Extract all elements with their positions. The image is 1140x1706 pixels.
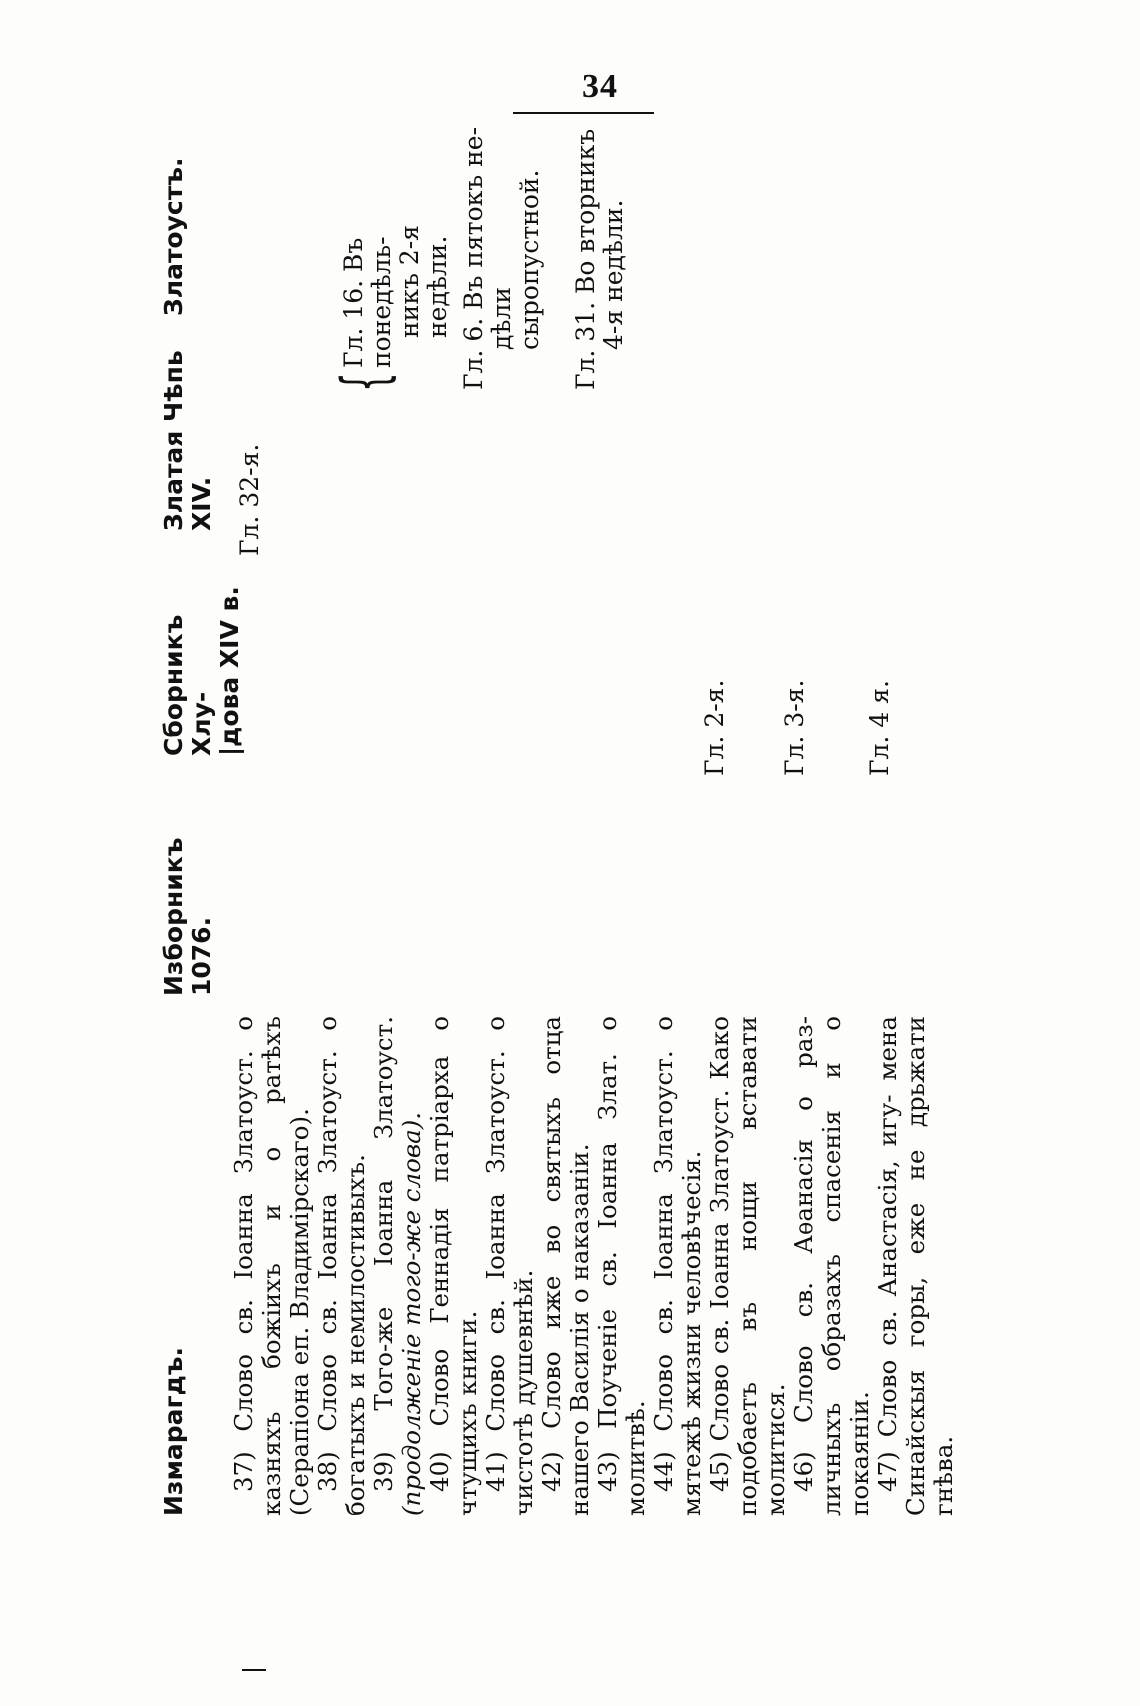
entry-number: 45) [705,1451,734,1492]
izmaragd-entry [426,1016,482,1516]
zlatoust-ref-3-line-1: Гл. 31. Во вторникъ [571,128,600,390]
entry-text: Того-же Іоанна Златоуст. [369,1016,398,1411]
zlatoust-ref-3-line-2: 4-я недѣли. [599,199,628,350]
sbornik-ref-2: Гл. 3-я. [780,679,809,776]
entry-text: (Серапіона еп. Владимірскаго). [285,1108,314,1516]
entry-text: Слово св. Іоанна Златоуст. [705,1089,734,1442]
zlatoust-ref-1-line-1: Гл. 16. Въ понедѣль- [339,236,396,368]
zlatoust-ref-1-line-2: никъ 2-я недѣли. [395,225,452,338]
zlatoust-ref-1 [328,120,452,392]
entry-text: молитися. [761,1383,790,1516]
zlatoust-ref-3 [572,120,628,390]
brace-glyph: { [328,372,401,392]
entry-number: 41) [481,1451,510,1492]
zlatoust-ref-2 [460,120,544,390]
zlatoust-ref-2-line-1: Гл. 6. Въ пятокъ не- [459,126,488,390]
izmaragd-entry [538,1016,594,1516]
entry-number: 42) [537,1451,566,1492]
izmaragd-entries [230,1016,958,1516]
izmaragd-entry [874,1016,958,1516]
izmaragd-entry [230,1016,314,1516]
entry-text: покаяніи. [845,1391,874,1516]
entry-number: 44) [649,1451,678,1492]
column-header-sbornik: Сборникъ Хлу- |дова XIV в. [159,586,244,756]
entry-text: Слово св. Анастасія, игу- [873,1094,902,1438]
column-header-izmaragd: Измарагдъ. [159,1346,188,1516]
izmaragd-entry [314,1016,370,1516]
page-number: 34 [582,68,618,105]
entry-text: дрьжати гнѣва. [901,1016,958,1516]
entry-text: Слово св. Іоанна Златоуст. [313,1050,342,1432]
entry-text: Слово Геннадія патріарха [425,1055,454,1427]
entry-text: о молитвѣ. [593,1015,650,1516]
izmaragd-entry [594,1016,650,1516]
izmaragd-entry [706,1016,790,1516]
entry-text: личныхъ образахъ спасенія и о [817,1016,846,1516]
zlatoust-ref-2-line-2: дѣли сыропустной. [487,169,544,350]
entry-text: Слово иже во святыхъ отца [537,1015,566,1429]
entry-number: 38) [313,1451,342,1492]
entry-number: 39) [369,1451,398,1492]
entry-number: 37) [229,1451,258,1492]
page-number-rule [513,112,654,114]
entry-text: Слово св. Іоанна Златоуст. [229,1050,258,1432]
sbornik-ref-1: Гл. 2-я. [700,679,729,776]
bottom-dash [242,1669,266,1671]
izmaragd-entry [370,1016,426,1516]
izmaragd-entry [790,1016,874,1516]
rotated-table [159,126,960,1516]
entry-text: о богатыхъ и немилостивыхъ. [313,1015,370,1516]
izmaragd-entry [482,1016,538,1516]
zlataya-ref: Гл. 32-я. [235,443,264,556]
entry-note: (продолженіе того-же слова). [397,1111,426,1516]
entry-text: нашего Василія о наказаніи. [565,1143,594,1516]
entry-text: Слово св. Іоанна Златоуст. [649,1050,678,1432]
entry-text: Слово св. Іоанна Златоуст. [481,1050,510,1432]
entry-number: 43) [593,1451,622,1492]
entry-number: 40) [425,1451,454,1492]
entry-number: 46) [789,1451,818,1492]
column-header-izbornik: Изборникъ 1076. [159,837,216,996]
column-header-zlataya: Златая Чѣпь XIV. [159,350,216,531]
entry-text: о казняхъ божіихъ и о ратѣхъ [229,1015,286,1516]
entry-number: 47) [873,1451,902,1492]
entry-text: о чтущихъ книги. [425,1016,482,1516]
entry-text: Слово св. Аѳанасія о раз- [789,1016,818,1424]
entry-text: Како подобаетъ въ нощи вставати [705,1016,762,1516]
entry-text: о мятежѣ жизни человѣчесія. [649,1015,706,1516]
sbornik-ref-3: Гл. 4 я. [865,680,894,776]
entry-text: о чистотѣ душевнѣй. [481,1015,538,1516]
column-header-zlatoust: Златоустъ. [159,157,188,316]
entry-text: мена Синайскыя горы, еже не [873,1016,930,1516]
izmaragd-entry [650,1016,706,1516]
entry-text: Поученіе св. Іоанна Злат. [593,1053,622,1429]
